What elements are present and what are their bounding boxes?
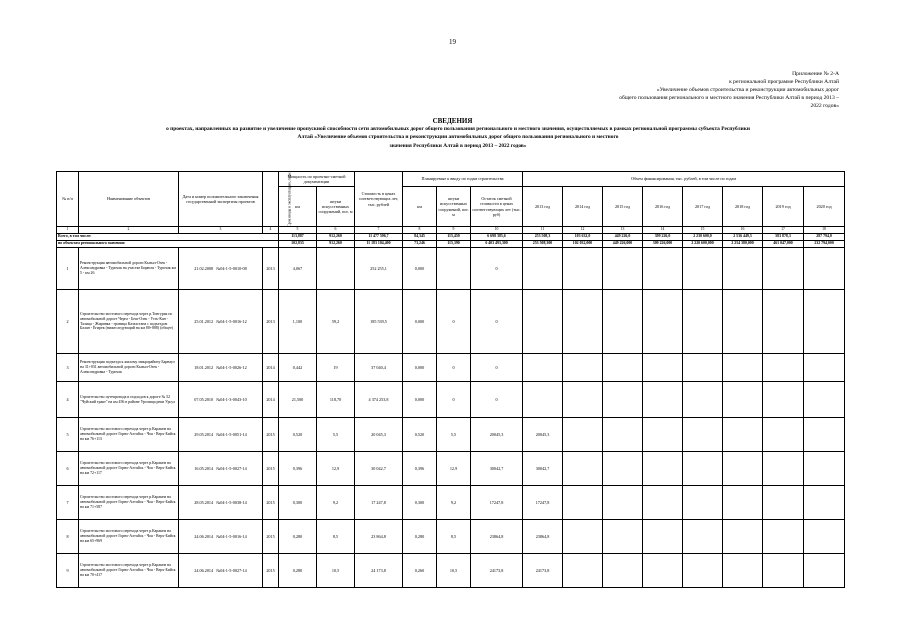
row-finance-empty (683, 382, 723, 418)
row-cost: 37 040,4 (355, 354, 403, 382)
row-object-name: Строительство мостового перехода через р.Каракем на автомобильной дороге Горно-Алтайск - Чоя - Верх-Бийск на км 65+969 (79, 520, 179, 554)
header-n: № п/п (57, 172, 79, 227)
row-bridges: 118,70 (317, 382, 355, 418)
row-commission-year: 2014 (263, 354, 279, 382)
row-finance-empty (643, 554, 683, 588)
header-year-2013: 2013 год (523, 187, 563, 227)
row-finance-empty (804, 382, 845, 418)
row-bridges: 10,5 (317, 554, 355, 588)
row-finance-empty (763, 354, 804, 382)
row-finance-empty (763, 554, 804, 588)
totals-value: 287 794,0 (804, 234, 845, 241)
row-finance-empty (563, 418, 603, 452)
row-finance-empty (643, 248, 683, 290)
row-finance-empty (643, 452, 683, 486)
totals-label: Всего, в том числе: (57, 234, 279, 241)
row-cost: 17 247,8 (355, 486, 403, 520)
row-finance-2013: 23864,8 (523, 520, 563, 554)
row-planned-bridges: 12,9 (437, 452, 471, 486)
row-planned-bridges: 9,2 (437, 486, 471, 520)
header-name: Наименование объектов (79, 172, 179, 227)
totals-value: 583 878,3 (763, 234, 804, 241)
row-finance-empty (683, 354, 723, 382)
column-number-cell: 1 (57, 227, 79, 234)
row-commission-year: 2015 (263, 452, 279, 486)
row-object-name: Строительство мостового перехода через р.Каракем на автомобильной дороге Горно-Алтайск - Чоя - Верх-Бийск на км 76+113 (79, 418, 179, 452)
row-finance-empty (643, 382, 683, 418)
row-finance-empty (563, 452, 603, 486)
row-planned-km: 0,520 (403, 418, 437, 452)
row-planned-bridges: 0 (437, 290, 471, 354)
annex-line: Приложение № 2-А (792, 71, 839, 77)
row-finance-empty (563, 554, 603, 588)
header-date: Дата и номер положительного заключения государственной экспертизы проектов (179, 172, 263, 227)
row-expertise (179, 290, 263, 354)
row-finance-empty (603, 382, 643, 418)
row-expertise (179, 520, 263, 554)
row-number: 4 (57, 382, 79, 418)
totals-value: 11 183 104,400 (355, 241, 403, 248)
row-planned-km: 0,000 (403, 382, 437, 418)
row-expertise-code: №04-1-5-0016-14 (216, 533, 247, 539)
row-planned-km: 0,000 (403, 354, 437, 382)
row-finance-empty (723, 452, 763, 486)
header-pkm: км (403, 187, 437, 227)
row-remaining: 30042,7 (471, 452, 523, 486)
row-cost: 20 045,3 (355, 418, 403, 452)
header-year-2019: 2019 год (763, 187, 804, 227)
row-finance-empty (563, 248, 603, 290)
totals-value: 253 508,3 (523, 234, 563, 241)
header-year (263, 172, 292, 227)
table-row (57, 554, 845, 588)
column-number-cell: 7 (355, 227, 403, 234)
row-finance-empty (683, 486, 723, 520)
table-row (57, 418, 845, 452)
totals-value: 102,835 (279, 241, 317, 248)
totals-value: 6 403 493,300 (471, 241, 523, 248)
row-expertise-code: №04-1-3-0043-10 (216, 396, 247, 402)
row-finance-empty (643, 486, 683, 520)
row-finance-2013 (523, 354, 563, 382)
totals-value: 103 632,0 (563, 234, 603, 241)
header-year-2016: 2016 год (643, 187, 683, 227)
totals-value: 6 698 385,6 (471, 234, 523, 241)
row-finance-empty (603, 486, 643, 520)
row-commission-year: 2015 (263, 418, 279, 452)
row-finance-empty (804, 418, 845, 452)
row-expertise-date: 24.06.2014 (194, 533, 214, 539)
totals-value: 253 508,300 (523, 241, 563, 248)
header-finance-group: Объем финансирования, тыс. рублей, в том числе по годам (523, 172, 845, 187)
totals-value: 115,390 (437, 241, 471, 248)
totals-body (57, 234, 845, 248)
row-planned-bridges: 10,5 (437, 554, 471, 588)
row-finance-empty (723, 520, 763, 554)
row-finance-empty (643, 520, 683, 554)
row-remaining: 20045,3 (471, 418, 523, 452)
column-number-cell: 15 (683, 227, 723, 234)
document-title: СВЕДЕНИЯ (432, 117, 473, 125)
row-remaining: 0 (471, 290, 523, 354)
row-finance-empty (804, 290, 845, 354)
row-number: 6 (57, 452, 79, 486)
row-km: 0,396 (279, 452, 317, 486)
totals-value: 461 047,000 (763, 241, 804, 248)
row-expertise-date: 18.01.2012 (194, 364, 214, 370)
row-finance-empty (804, 486, 845, 520)
totals-value: 2 220 600,000 (683, 241, 723, 248)
row-bridges: 19 (317, 354, 355, 382)
row-finance-empty (643, 290, 683, 354)
row-planned-bridges: 0 (437, 382, 471, 418)
column-number-cell: 11 (523, 227, 563, 234)
row-finance-empty (763, 486, 804, 520)
row-finance-2013: 24173,8 (523, 554, 563, 588)
row-commission-year: 2014 (263, 382, 279, 418)
row-finance-empty (804, 354, 845, 382)
row-number: 7 (57, 486, 79, 520)
row-planned-km: 0,280 (403, 520, 437, 554)
column-number-cell: 14 (643, 227, 683, 234)
row-finance-empty (603, 554, 643, 588)
row-bridges: 9,2 (317, 486, 355, 520)
row-finance-empty (603, 520, 643, 554)
row-expertise-code: №04-1-5-0026-12 (216, 364, 247, 370)
row-finance-empty (643, 354, 683, 382)
row-remaining: 0 (471, 248, 523, 290)
row-number: 9 (57, 554, 79, 588)
row-finance-empty (603, 248, 643, 290)
row-finance-2013: 17247,8 (523, 486, 563, 520)
row-expertise-code: №04-1-5-0027-14 (216, 567, 247, 573)
column-number-cell: 6 (317, 227, 355, 234)
row-km: 21,500 (279, 382, 317, 418)
row-commission-year: 2013 (263, 290, 279, 354)
column-number-cell: 3 (179, 227, 263, 234)
row-expertise-code: №04-1-5-0010-08 (216, 265, 247, 271)
row-km: 0,280 (279, 554, 317, 588)
row-km: 4,067 (279, 248, 317, 290)
row-expertise (179, 452, 263, 486)
header-year-2018: 2018 год (723, 187, 763, 227)
row-finance-empty (763, 452, 804, 486)
header-planned-group: Планируемые к вводу по годам строительства (403, 172, 523, 187)
table-row (57, 248, 845, 290)
row-finance-2013: 30042,7 (523, 452, 563, 486)
row-cost: 252 255,1 (355, 248, 403, 290)
row-bridges (317, 248, 355, 290)
subtitle-line: значения Республики Алтай в период 2013 – 2022 годов» (389, 142, 527, 149)
column-number-cell: 2 (79, 227, 179, 234)
totals-value: 449 226,000 (603, 241, 643, 248)
totals-value: 399 226,0 (643, 234, 683, 241)
row-km: 1,100 (279, 290, 317, 354)
row-expertise-date: 16.05.2014 (194, 465, 214, 471)
table-row (57, 290, 845, 354)
column-number-cell: 10 (471, 227, 523, 234)
header-year-2014: 2014 год (563, 187, 603, 227)
row-number: 3 (57, 354, 79, 382)
subtitle-line: о проектах, направленных на развитие и увеличение пропускной способности сети автомобильных дорог общего пользования регионального и местного значения, осуществляемых в рамках региональной программы субъекта Республики (166, 126, 750, 132)
row-finance-empty (723, 248, 763, 290)
subtitle-line: Алтай «Увеличение объемов строительства и реконструкции автомобильных дорог общего пользования регионального и местного (297, 134, 619, 141)
row-expertise (179, 354, 263, 382)
totals-value: 102 032,000 (563, 241, 603, 248)
totals-row (57, 241, 845, 248)
row-finance-empty (804, 520, 845, 554)
table-row (57, 452, 845, 486)
row-finance-empty (603, 290, 643, 354)
header-year-2017: 2017 год (683, 187, 723, 227)
row-finance-2013 (523, 248, 563, 290)
table-row (57, 520, 845, 554)
header-row-group (57, 172, 845, 187)
document-subtitle (58, 125, 858, 150)
row-planned-km: 0,260 (403, 554, 437, 588)
row-finance-empty (723, 418, 763, 452)
row-km: 0,520 (279, 418, 317, 452)
row-cost: 30 042,7 (355, 452, 403, 486)
column-number-cell: 16 (723, 227, 763, 234)
row-finance-empty (804, 452, 845, 486)
row-object-name: Строительство мостового перехода через р.Каракем на автомобильной дороге Горно-Алтайск - Чоя - Верх-Бийск на км 70+417 (79, 554, 179, 588)
row-finance-empty (763, 520, 804, 554)
row-remaining: 0 (471, 382, 523, 418)
page-number: 19 (449, 38, 456, 46)
row-remaining: 0 (471, 354, 523, 382)
row-cost: 185 539,5 (355, 290, 403, 354)
row-finance-empty (683, 554, 723, 588)
row-expertise (179, 554, 263, 588)
row-number: 8 (57, 520, 79, 554)
row-finance-2013 (523, 290, 563, 354)
totals-value: 309 226,000 (643, 241, 683, 248)
projects-table (56, 171, 845, 588)
row-commission-year: 2013 (263, 248, 279, 290)
row-finance-2013 (523, 382, 563, 418)
column-number-cell: 18 (804, 227, 845, 234)
row-finance-empty (603, 418, 643, 452)
row-number: 5 (57, 418, 79, 452)
row-expertise-code: №04-1-5-0038-14 (216, 499, 247, 505)
row-expertise-code: №04-1-5-0051-14 (216, 431, 247, 437)
totals-value: 912,260 (317, 241, 355, 248)
row-expertise (179, 486, 263, 520)
totals-value: 232 794,000 (804, 241, 845, 248)
row-cost: 23 864,8 (355, 520, 403, 554)
column-number-cell: 5 (279, 227, 317, 234)
row-finance-empty (723, 382, 763, 418)
row-number: 1 (57, 248, 79, 290)
row-finance-empty (683, 418, 723, 452)
row-km: 0,300 (279, 486, 317, 520)
row-bridges: 5,5 (317, 418, 355, 452)
row-remaining: 24173,8 (471, 554, 523, 588)
row-expertise-date: 25.01.2012 (194, 318, 214, 324)
row-finance-empty (683, 248, 723, 290)
column-number-cell: 12 (563, 227, 603, 234)
row-finance-empty (563, 354, 603, 382)
column-number-cell: 17 (763, 227, 804, 234)
row-remaining: 23864,8 (471, 520, 523, 554)
row-planned-km: 0,000 (403, 248, 437, 290)
totals-value: 449 226,0 (603, 234, 643, 241)
totals-value: 912,260 (317, 234, 355, 241)
row-finance-empty (804, 554, 845, 588)
row-km: 0,280 (279, 520, 317, 554)
row-commission-year: 2015 (263, 554, 279, 588)
table-row (57, 382, 845, 418)
row-finance-empty (763, 418, 804, 452)
header-year-text: Срок ввода в эксплуатацию, годы (287, 172, 292, 227)
row-finance-empty (763, 382, 804, 418)
row-object-name: Строительство мостового перехода через р.Каракем на автомобильной дороге Горно-Алтайск - Чоя - Верх-Бийск на км 72+117 (79, 452, 179, 486)
header-cost: Стоимость в ценах соответствующих лет, тыс. рублей (355, 172, 403, 227)
header-year-2015: 2015 год (603, 187, 643, 227)
row-expertise-code: №04-1-5-0027-14 (216, 465, 247, 471)
row-commission-year: 2015 (263, 486, 279, 520)
column-number-cell: 4 (263, 227, 279, 234)
totals-value: 73,246 (403, 241, 437, 248)
row-object-name: Строительство мостового перехода через р.Каракем на автомобильной дороге Горно-Алтайск - Чоя - Верх-Бийск на км 71+587 (79, 486, 179, 520)
row-object-name: Строительство путепровода и подходов к дороге № 52 "Чуйский тракт" на км 456 в районе Урочища реки Урсул (79, 382, 179, 418)
row-object-name: Строительство мостового перехода через р.Тонгурак по автомобильной дороге Черга - Беш-Озек - Усть-Кан - Талица - Жиринка - граница Казахстана с подъездом Балан - Ёгирек (нижеследующий на км 80+888) (общее) (79, 290, 179, 354)
row-finance-empty (723, 554, 763, 588)
row-finance-empty (723, 486, 763, 520)
row-object-name: Реконструкция подъезда к жилому микрорайону Барнаул на 31+031 автомобильной дороги Кызыл-Озек - Александровка - Турочак (79, 354, 179, 382)
row-planned-km: 0,000 (403, 290, 437, 354)
row-finance-empty (563, 290, 603, 354)
row-planned-bridges: 5,5 (437, 418, 471, 452)
row-finance-empty (763, 290, 804, 354)
totals-label: по объектам регионального значения: (57, 241, 279, 248)
header-power-group: Мощность по проектно-сметной документации (279, 172, 355, 187)
row-expertise (179, 248, 263, 290)
header-bridges: штуки искусственных сооружений, пог. м (317, 187, 355, 227)
row-planned-bridges: 0 (437, 354, 471, 382)
annex-line: к региональной программе Республики Алтай (729, 79, 839, 86)
projects-body (57, 248, 845, 588)
row-cost: 24 173,8 (355, 554, 403, 588)
row-finance-empty (603, 354, 643, 382)
totals-value: 11 477 596,7 (355, 234, 403, 241)
row-planned-bridges: 8,5 (437, 520, 471, 554)
row-finance-empty (683, 520, 723, 554)
row-cost: 4 374 253,8 (355, 382, 403, 418)
row-bridges: 8,5 (317, 520, 355, 554)
row-remaining: 17247,8 (471, 486, 523, 520)
row-finance-empty (723, 290, 763, 354)
row-finance-2013: 20045,3 (523, 418, 563, 452)
row-bridges: 12,9 (317, 452, 355, 486)
header-km: км (279, 187, 317, 227)
column-number-cell: 9 (437, 227, 471, 234)
row-commission-year: 2015 (263, 520, 279, 554)
totals-value: 2 230 600,0 (683, 234, 723, 241)
row-km: 0,442 (279, 354, 317, 382)
totals-row (57, 234, 845, 241)
annex-line: 2022 годов» (810, 103, 839, 110)
row-finance-empty (683, 290, 723, 354)
column-number-cell: 8 (403, 227, 437, 234)
annex-line: «Увеличение объемов строительства и реконструкции автомобильных дорог (656, 87, 839, 94)
header-year-2020: 2020 год (804, 187, 845, 227)
totals-value: 84,345 (403, 234, 437, 241)
totals-value: 2 536 449,3 (723, 234, 763, 241)
annex-line: общего пользования регионального и местного значения Республики Алтай в период 2013 – (619, 95, 839, 102)
row-finance-empty (563, 520, 603, 554)
row-finance-empty (603, 452, 643, 486)
table-row (57, 354, 845, 382)
column-number-row (57, 227, 845, 234)
header-pbridges: штуки искусственных сооружений, пог. м (437, 187, 471, 227)
totals-value: 113,887 (279, 234, 317, 241)
totals-value: 2 254 380,000 (723, 241, 763, 248)
table-row (57, 486, 845, 520)
row-finance-empty (804, 248, 845, 290)
totals-value: 115,450 (437, 234, 471, 241)
row-number: 2 (57, 290, 79, 354)
row-finance-empty (643, 418, 683, 452)
row-planned-km: 0,300 (403, 486, 437, 520)
header-remaining: Остаток сметной стоимости в ценах соответствующих лет (тыс. руб) (471, 187, 523, 227)
row-finance-empty (563, 382, 603, 418)
row-expertise-date: 21.02.2008 (194, 265, 214, 271)
row-expertise-code: №04-1-5-0016-12 (216, 318, 247, 324)
annex-block (539, 70, 839, 110)
row-finance-empty (763, 248, 804, 290)
row-finance-empty (683, 452, 723, 486)
row-expertise-date: 28.05.2014 (194, 499, 214, 505)
row-bridges: 59,2 (317, 290, 355, 354)
row-planned-bridges (437, 248, 471, 290)
row-finance-empty (563, 486, 603, 520)
row-object-name: Реконструкция автомобильной дороги Кызыл-Озек - Александровка - Турочак на участке Бирюля - Турочак км 5 - км 26 (79, 248, 179, 290)
row-expertise-date: 07.05.2010 (194, 396, 214, 402)
column-number-cell: 13 (603, 227, 643, 234)
row-expertise-date: 24.06.2014 (194, 567, 214, 573)
row-expertise (179, 382, 263, 418)
row-finance-empty (723, 354, 763, 382)
row-expertise (179, 418, 263, 452)
row-planned-km: 0,396 (403, 452, 437, 486)
row-expertise-date: 29.05.2014 (194, 431, 214, 437)
